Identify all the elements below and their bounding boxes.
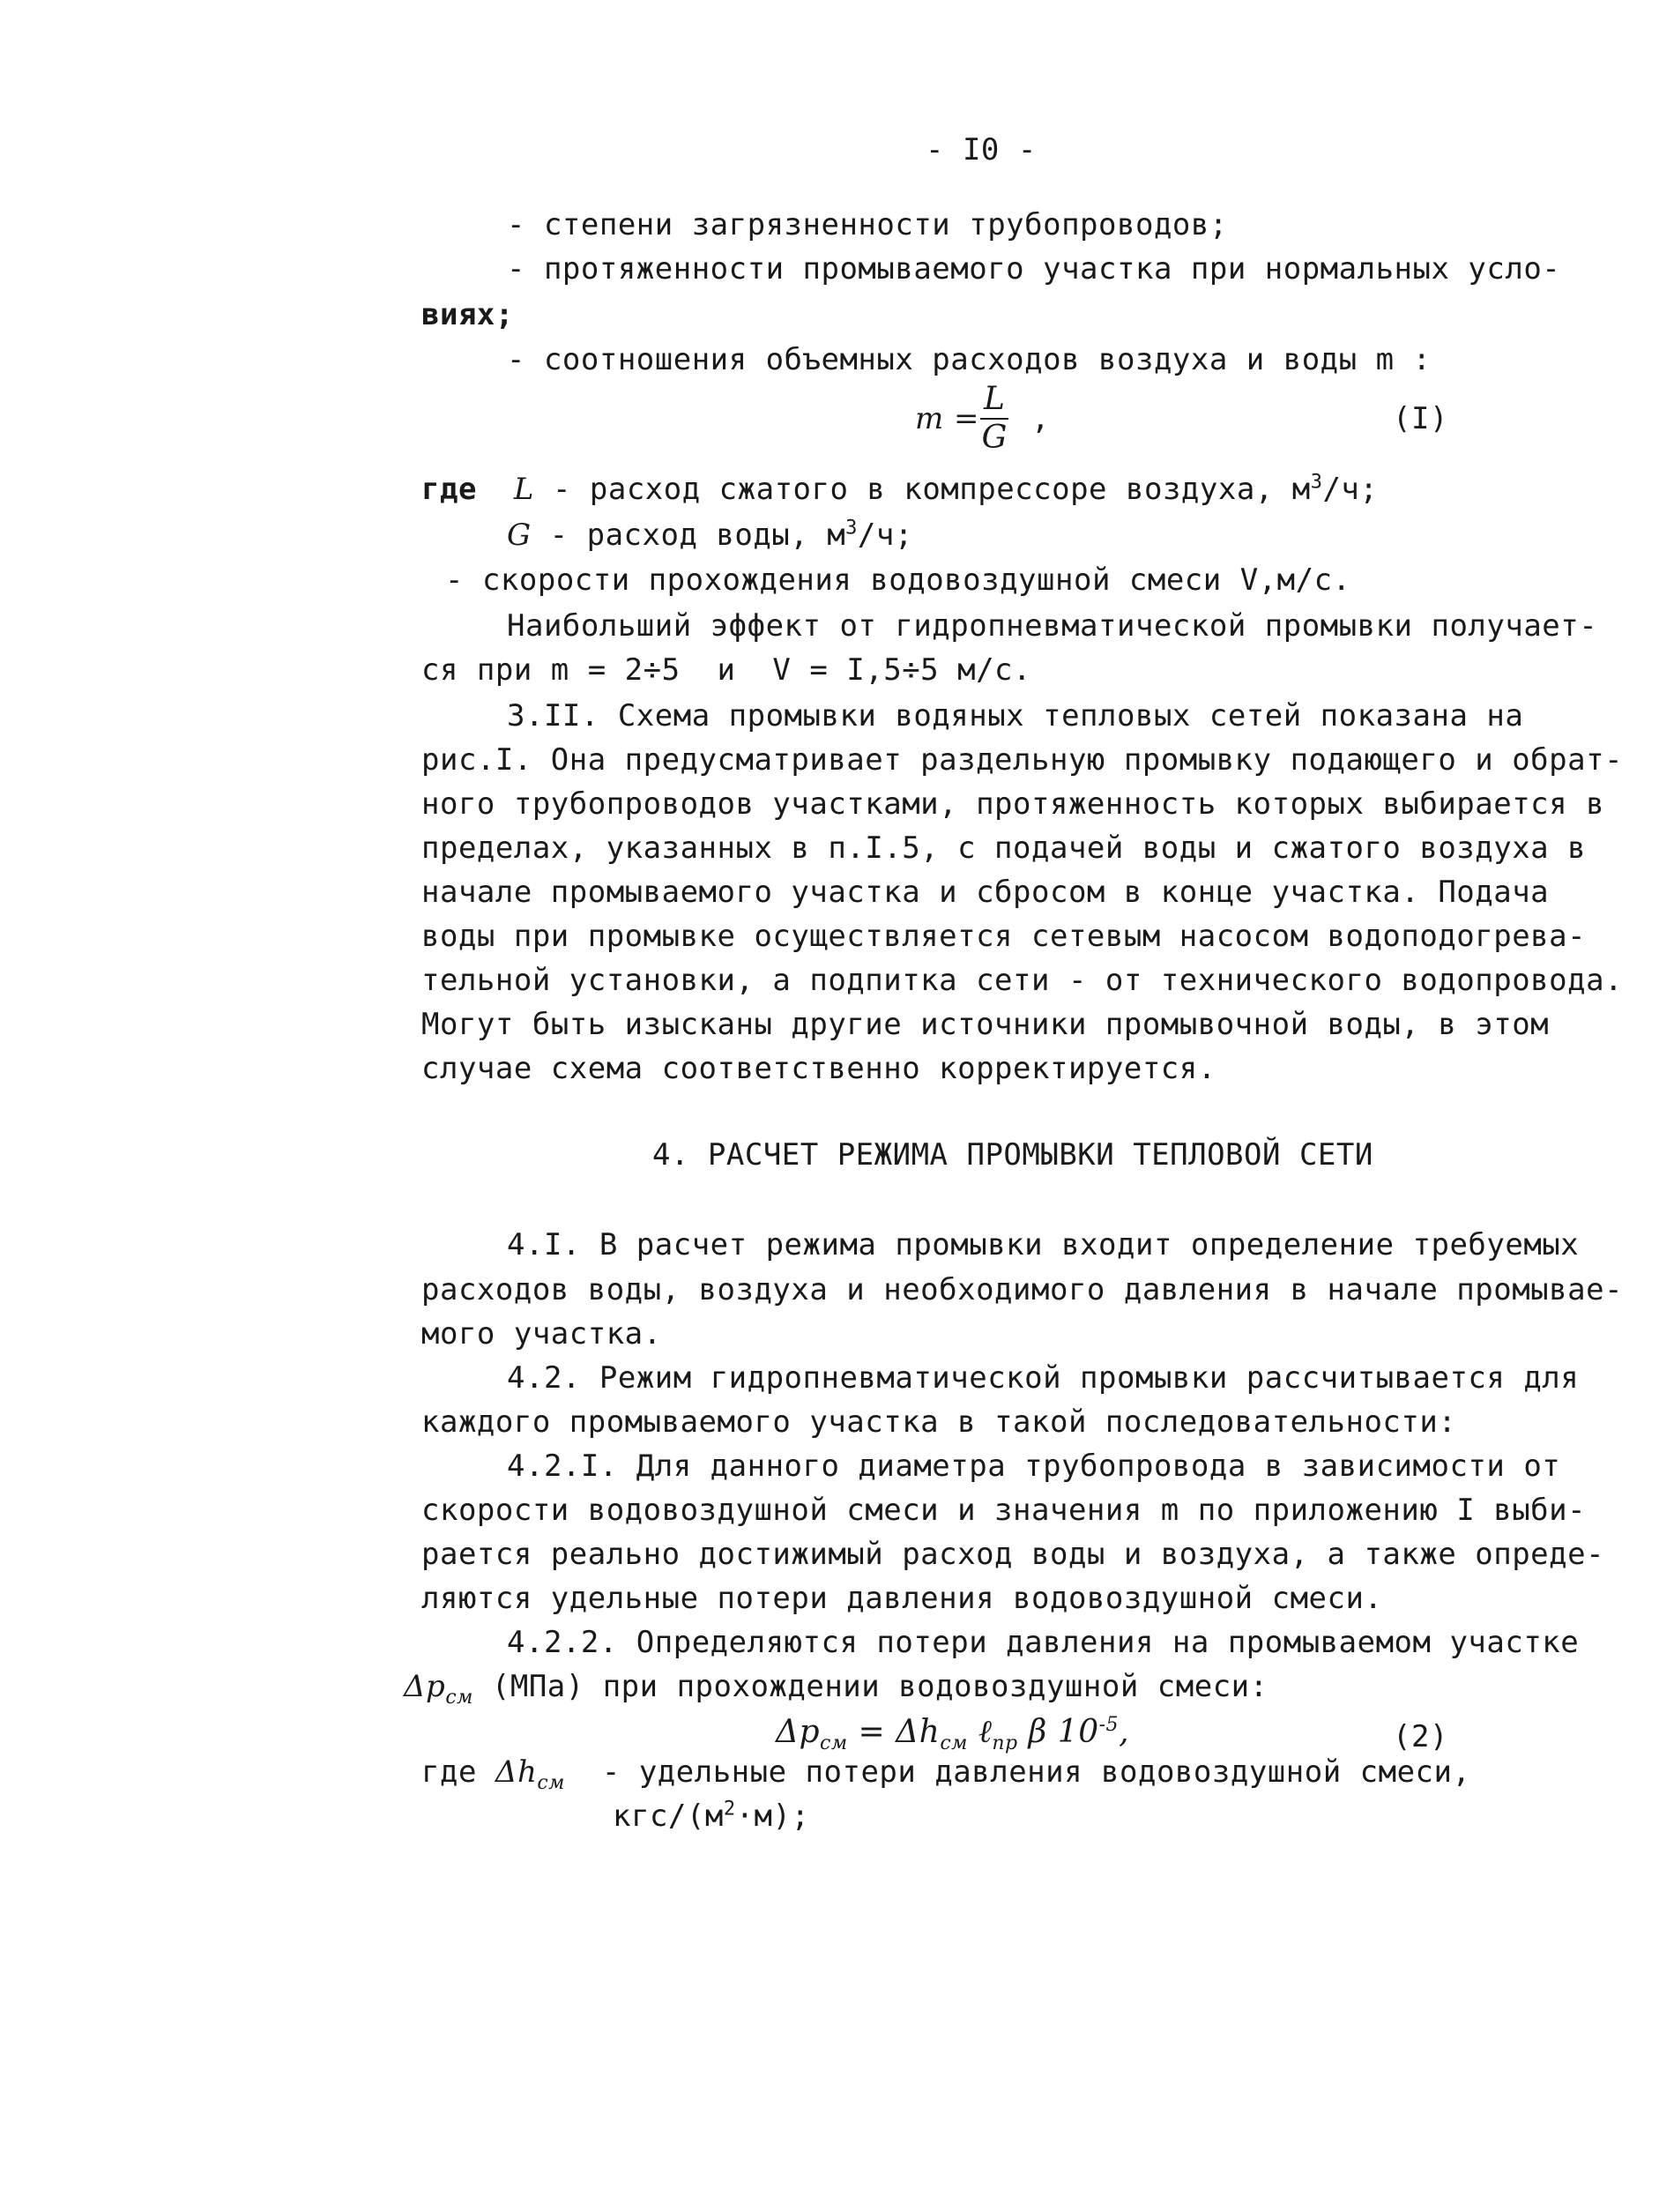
- formula-2-tag: (2): [1393, 1719, 1448, 1754]
- paragraph-line: Могут быть изысканы другие источники промывочной воды, в этом: [421, 1007, 1550, 1042]
- paragraph-line: расходов воды, воздуха и необходимого давления в начале промывае-: [421, 1272, 1624, 1307]
- paragraph-line: пределах, указанных в п.I.5, с подачей воды и сжатого воздуха в: [421, 830, 1587, 866]
- formula-1-denominator: G: [981, 420, 1008, 456]
- unit-exponent: 3: [1310, 471, 1323, 494]
- formula-1-numerator: L: [980, 381, 1008, 420]
- paragraph-line: рис.I. Она предусматривает раздельную промывку подающего и обрат-: [421, 742, 1624, 778]
- paragraph-line: 4.I. В расчет режима промывки входит определение требуемых: [507, 1227, 1580, 1262]
- paragraph-line: рается реально достижимый расход воды и воздуха, а также опреде-: [421, 1537, 1605, 1572]
- list-item-speed: - скорости прохождения водовоздушной смеси V,м/с.: [445, 562, 1351, 598]
- formula-2-eq: = Δh: [847, 1714, 941, 1750]
- unit-part: ·м);: [735, 1799, 810, 1834]
- dh-description: - удельные потери давления водовоздушной смеси,: [601, 1754, 1471, 1790]
- formula-2: [776, 1714, 1130, 1755]
- unit-exponent: 3: [845, 517, 858, 540]
- formula-2-exponent: -5: [1098, 1714, 1120, 1736]
- paragraph-line: 3.II. Схема промывки водяных тепловых сетей показана на: [507, 698, 1524, 734]
- paragraph-line: ного трубопроводов участками, протяженность которых выбирается в: [421, 786, 1605, 822]
- paragraph-line: Наибольший эффект от гидропневматической промывки получает-: [507, 608, 1598, 644]
- symbol-G: G: [507, 518, 532, 553]
- formula-2-l-sub: пр: [992, 1732, 1018, 1755]
- unit-end: /ч;: [1322, 472, 1379, 507]
- dp-symbol: Δp: [404, 1669, 446, 1704]
- paragraph-line: тельной установки, а подпитка сети - от технического водопровода.: [421, 963, 1624, 998]
- paragraph-line: начале промываемого участка и сбросом в конце участка. Подача: [421, 875, 1550, 910]
- paragraph-line: каждого промываемого участка в такой последовательности:: [421, 1404, 1457, 1440]
- dp-description: (МПа) при прохождении водовоздушной смеси:: [491, 1669, 1268, 1704]
- G-description: - расход воды, м: [549, 518, 846, 553]
- formula-2-comma: ,: [1119, 1714, 1130, 1750]
- page-number: - I0 -: [926, 132, 1037, 168]
- paragraph-line: воды при промывке осуществляется сетевым насосом водоподогрева-: [421, 919, 1587, 954]
- paragraph-line: ляются удельные потери давления водовоздушной смеси.: [421, 1581, 1383, 1616]
- formula-2-rest: β 10: [1017, 1714, 1099, 1750]
- formula-1-fraction: [980, 381, 1008, 457]
- paragraph-line: 4.2.I. Для данного диаметра трубопровода в зависимости от: [507, 1449, 1561, 1484]
- dh-subscript: см: [537, 1771, 565, 1794]
- dh-symbol: Δh: [495, 1754, 538, 1790]
- formula-1-comma: ,: [1031, 401, 1050, 436]
- where-label: где: [421, 1754, 477, 1790]
- formula-2-dp: Δp: [776, 1714, 821, 1750]
- list-item: - протяженности промываемого участка при нормальных усло-: [507, 251, 1561, 287]
- paragraph-line: мого участка.: [421, 1316, 662, 1352]
- formula-1-lhs: m =: [915, 401, 980, 436]
- paragraph-line: скорости водовоздушной смеси и значения m по приложению I выби-: [421, 1493, 1587, 1528]
- where-line-G: [507, 518, 913, 553]
- where-label: где: [421, 472, 477, 507]
- where-line-L: [421, 472, 1378, 507]
- paragraph-line: ся при m = 2÷5 и V = I,5÷5 м/с.: [421, 652, 1032, 688]
- formula-1-tag: (I): [1393, 401, 1448, 436]
- unit-part: кгс/(м: [613, 1799, 724, 1834]
- L-description: - расход сжатого в компрессоре воздуха, м: [552, 472, 1311, 507]
- symbol-L: L: [513, 472, 534, 507]
- dp-subscript: см: [445, 1686, 473, 1709]
- list-item: - степени загрязненности трубопроводов;: [507, 207, 1228, 242]
- formula-2-h-sub: см: [940, 1732, 968, 1755]
- unit-end: /ч;: [857, 518, 913, 553]
- paragraph-line: [404, 1669, 1268, 1709]
- formula-2-l: ℓ: [967, 1714, 993, 1750]
- dh-unit: [613, 1799, 809, 1834]
- paragraph-line: 4.2.2. Определяются потери давления на промываемом участке: [507, 1625, 1580, 1660]
- where-line-dh: [421, 1754, 1471, 1794]
- list-item-continuation: виях;: [421, 297, 514, 332]
- unit-exponent: 2: [723, 1798, 736, 1821]
- paragraph-line: случае схема соответственно корректируется.: [421, 1051, 1216, 1086]
- formula-2-dp-sub: см: [820, 1732, 848, 1755]
- section-heading: 4. РАСЧЕТ РЕЖИМА ПРОМЫВКИ ТЕПЛОВОЙ СЕТИ: [652, 1137, 1373, 1173]
- paragraph-line: 4.2. Режим гидропневматической промывки рассчитывается для: [507, 1360, 1580, 1396]
- list-item: - соотношения объемных расходов воздуха и воды m :: [507, 342, 1432, 377]
